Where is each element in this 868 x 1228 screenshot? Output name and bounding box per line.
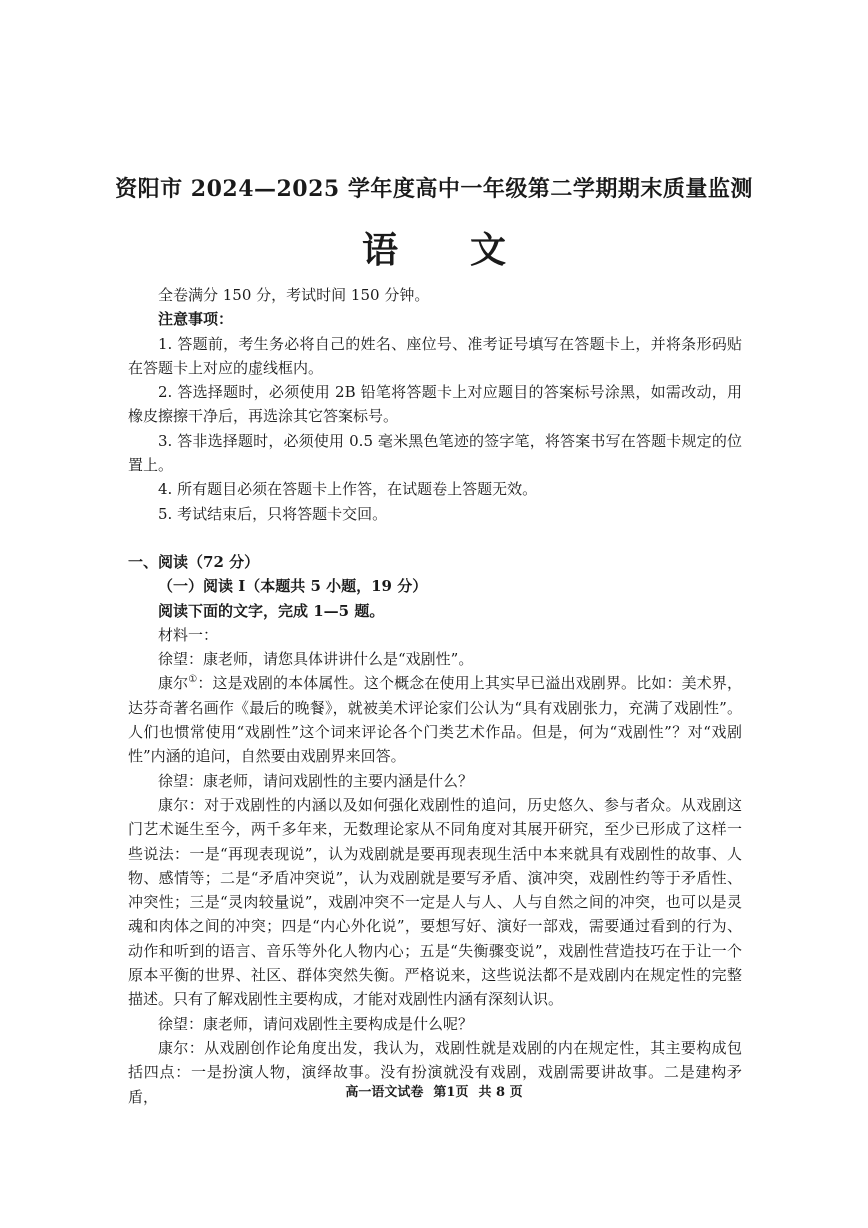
dialogue-question: 徐望：康老师，请问戏剧性的主要内涵是什么？ <box>158 771 474 790</box>
footer-paper-name: 高一语文试卷 <box>345 1085 424 1100</box>
rule-item: 1. 答题前，考生务必将自己的姓名、座位号、准考证号填写在答题卡上，并将条形码贴在答题卡上对应的虚线框内。 <box>128 334 742 377</box>
speaker-name: 康尔 <box>158 674 189 693</box>
dialogue-question: 徐望：康老师，请问戏剧性主要构成是什么呢？ <box>158 1014 474 1033</box>
subject-title: 语文 <box>361 229 578 271</box>
dialogue-question: 徐望：康老师，请您具体讲讲什么是“戏剧性”。 <box>158 650 474 669</box>
footnote-marker: ① <box>188 674 198 686</box>
page-body <box>128 283 742 1109</box>
rule-item: 5. 考试结束后，只将答题卡交回。 <box>158 504 388 523</box>
footer-page-number: 第1页 <box>433 1085 469 1100</box>
footer-total-pages: 共 8 页 <box>478 1085 523 1100</box>
total-score-line: 全卷满分 150 分，考试时间 150 分钟。 <box>158 286 430 304</box>
page-footer <box>0 1081 868 1100</box>
material-label: 材料一： <box>158 625 219 644</box>
notice-title: 注意事项： <box>158 310 234 329</box>
rule-item: 2. 答选择题时，必须使用 2B 铅笔将答题卡上对应题目的答案标号涂黑，如需改动，用橡皮擦擦干净后，再选涂其它答案标号。 <box>128 383 742 426</box>
section-gap <box>128 526 742 550</box>
reading-instruction: 阅读下面的文字，完成 1—5 题。 <box>158 601 385 620</box>
dialogue-answer: 康尔：对于戏剧性的内涵以及如何强化戏剧性的追问，历史悠久、参与者众。从戏剧这门艺术诞生至今，两千多年来，无数理论家从不同角度对其展开研究，至少已形成了这样一些说法：一是“再现表现说”，认为戏剧就是要再现表现生活中本来就具有戏剧性的故事、人物、感情等；二是“矛盾冲突说”，认为戏剧就是要写矛盾、演冲突，戏剧性约等于矛盾性、冲突性；三是“灵肉较量说”，戏剧冲突不一定是人与人、人与自然之间的冲突，也可以是灵魂和肉体之间的冲突；四是“内心外化说”，要想写好、演好一部戏，需要通过看到的行为、动作和听到的语言、音乐等外化人物内心；五是“失衡骤变说”，戏剧性营造技巧在于让一个原本平衡的世界、社区、群体突然失衡。严格说来，这些说法都不是戏剧内在规定性的完整描述。只有了解戏剧性主要构成，才能对戏剧性内涵有深刻认识。 <box>128 795 742 1009</box>
section-subheading: （一）阅读 I（本题共 5 小题，19 分） <box>158 577 428 596</box>
rule-item: 4. 所有题目必须在答题卡上作答，在试题卷上答题无效。 <box>158 480 538 499</box>
answer-text: ：这是戏剧的本体属性。这个概念在使用上其实早已溢出戏剧界。比如：美术界，达芬奇著名画作《最后的晚餐》，就被美术评论家们公认为“具有戏剧张力，充满了戏剧性”。人们也惯常使用“戏剧性”这个词来评论各个门类艺术作品。但是，何为“戏剧性”？对“戏剧性”内涵的追问，自然要由戏剧界来回答。 <box>128 674 742 766</box>
dialogue-answer: 康尔：从戏剧创作论角度出发，我认为，戏剧性就是戏剧的内在规定性，其主要构成包括四点：一是扮演人物，演绎故事。没有扮演就没有戏剧，戏剧需要讲故事。二是建构矛盾， <box>128 1038 742 1106</box>
section-heading: 一、阅读（72 分） <box>128 552 260 571</box>
dialogue-answer <box>128 671 742 768</box>
exam-title: 资阳市 2024—2025 学年度高中一年级第二学期期末质量监测 <box>115 176 753 202</box>
rule-item: 3. 答非选择题时，必须使用 0.5 毫米黑色笔迹的签字笔，将答案书写在答题卡规定的位置上。 <box>128 431 742 475</box>
